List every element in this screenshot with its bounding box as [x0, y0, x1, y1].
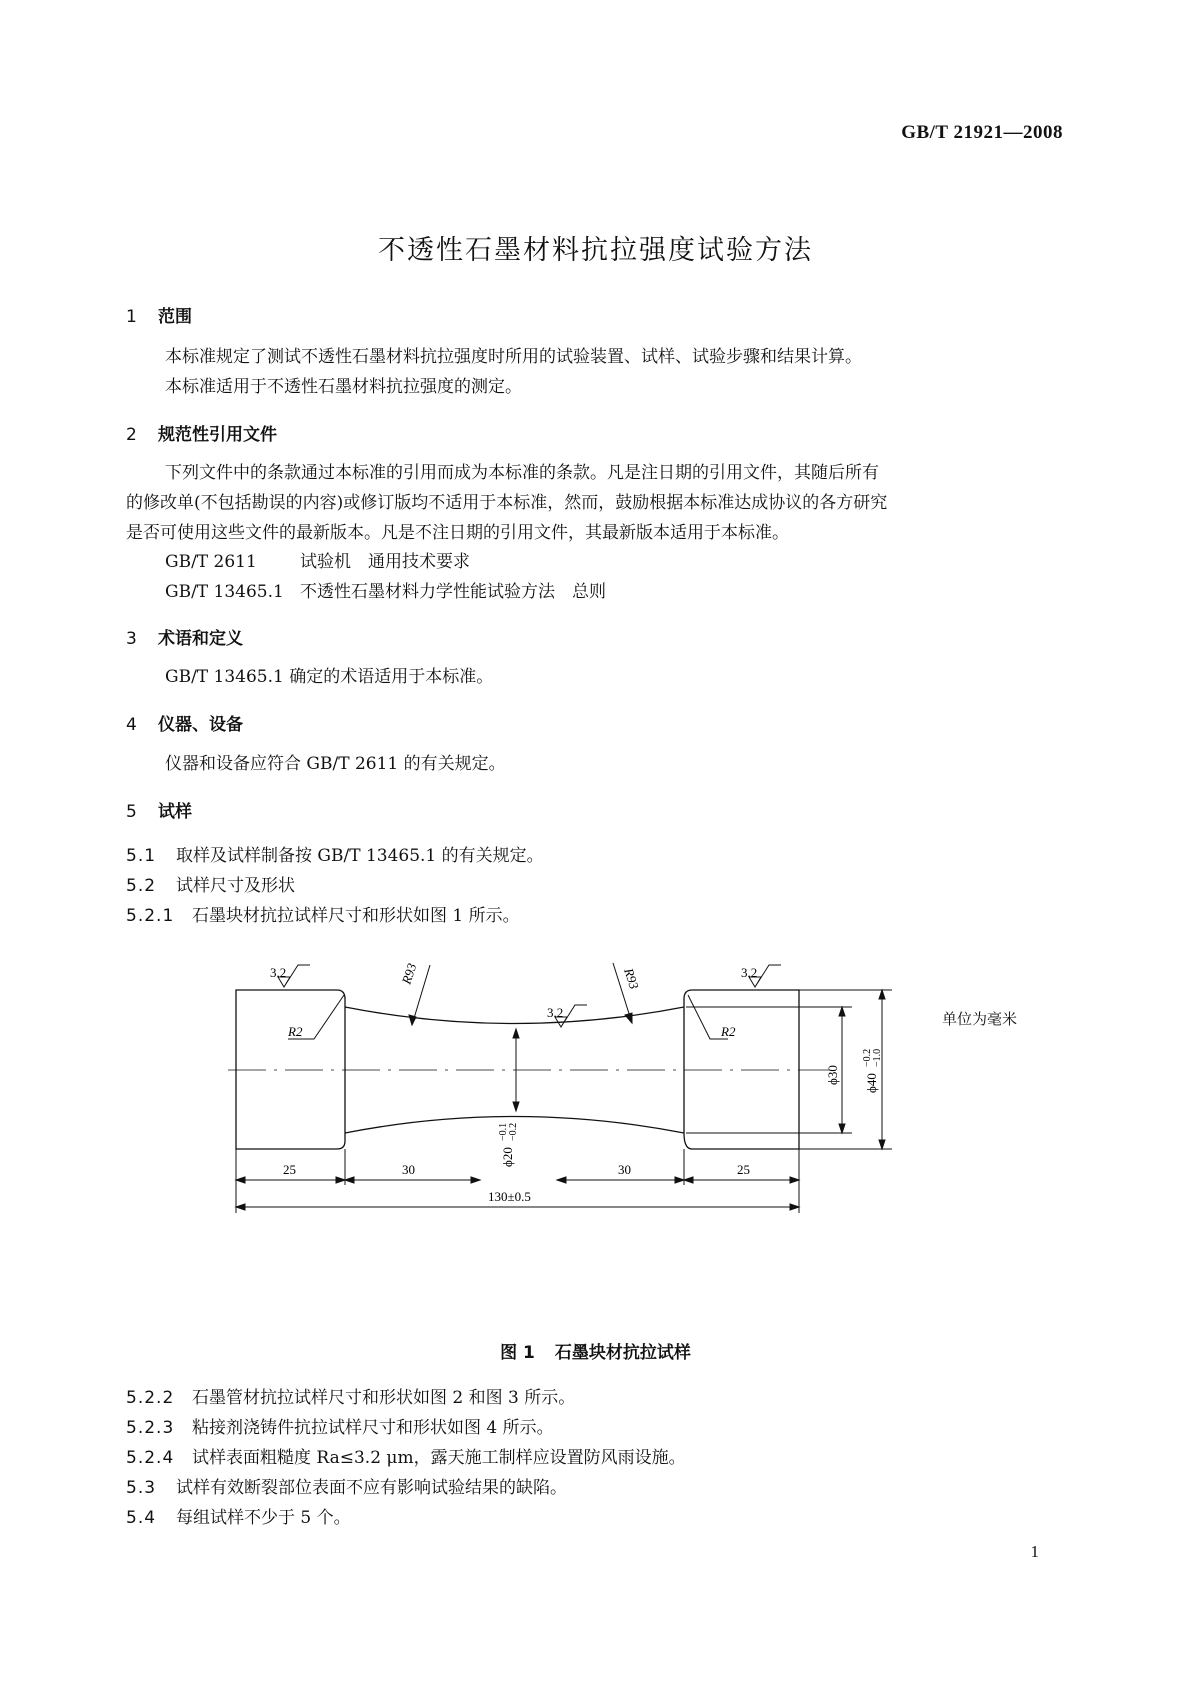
section-title: 仪器、设备	[158, 715, 243, 735]
clause-number: 5.1	[126, 846, 157, 866]
page-title: 不透性石墨材料抗拉强度试验方法	[378, 235, 813, 266]
section-1-heading	[126, 302, 192, 327]
reference-title: 不透性石墨材料力学性能试验方法 总则	[300, 582, 606, 602]
normative-reference	[165, 575, 606, 609]
clause-number: 5.2.3	[126, 1418, 175, 1438]
standard-code: GB/T 21921—2008	[901, 122, 1063, 143]
radius-label: R2	[288, 1024, 303, 1039]
section-4-heading	[126, 710, 243, 735]
section-number: 5	[126, 802, 137, 822]
reference-title: 试验机 通用技术要求	[300, 552, 470, 572]
section-title: 范围	[158, 307, 192, 327]
radius-leader	[288, 995, 728, 1039]
clause-text: 每组试样不少于 5 个。	[176, 1508, 351, 1528]
clause-5-2-1	[126, 901, 520, 926]
figure-title: 石墨块材抗拉试样	[554, 1343, 691, 1363]
clause-5-2-2	[126, 1383, 575, 1408]
length-label: 130±0.5	[488, 1189, 531, 1204]
roughness-label: 3.2	[741, 965, 758, 980]
svg-text:ϕ30: ϕ30	[825, 1065, 840, 1085]
section-1-para-2: 本标准适用于不透性石墨材料抗拉强度的测定。	[165, 377, 522, 397]
clause-5-4	[126, 1503, 351, 1528]
section-2-heading	[126, 420, 277, 445]
svg-text:−0.1: −0.1	[498, 1122, 509, 1141]
clause-number: 5.4	[126, 1508, 157, 1528]
diameter-label	[498, 1123, 519, 1167]
section-4-para: 仪器和设备应符合 GB/T 2611 的有关规定。	[165, 754, 506, 774]
clause-number: 5.2.2	[126, 1388, 175, 1408]
svg-text:−1.0: −1.0	[872, 1048, 883, 1067]
clause-number: 5.3	[126, 1478, 157, 1498]
section-2-para-line: 是否可使用这些文件的最新版本。凡是不注日期的引用文件，其最新版本适用于本标准。	[126, 523, 789, 543]
section-3-heading	[126, 624, 243, 649]
radius-label: R93	[621, 966, 642, 991]
clause-text: 试样有效断裂部位表面不应有影响试验结果的缺陷。	[176, 1478, 567, 1498]
section-number: 4	[126, 715, 137, 735]
clause-text: 石墨块材抗拉试样尺寸和形状如图 1 所示。	[192, 906, 520, 926]
clause-5-1	[126, 841, 544, 866]
figure-label: 图 1	[500, 1343, 535, 1363]
diameter-label	[825, 1065, 840, 1085]
radius-leader	[409, 963, 632, 1025]
clause-number: 5.2.1	[126, 906, 175, 926]
section-1-para-1: 本标准规定了测试不透性石墨材料抗拉强度时所用的试验装置、试样、试验步骤和结果计算。	[165, 347, 862, 367]
section-title: 规范性引用文件	[158, 425, 277, 445]
clause-text: 试样表面粗糙度 Ra≤3.2 μm，露天施工制样应设置防风雨设施。	[192, 1448, 686, 1468]
svg-text:ϕ20: ϕ20	[500, 1147, 515, 1167]
section-3-para: GB/T 13465.1 确定的术语适用于本标准。	[165, 667, 494, 687]
clause-5-2	[126, 871, 295, 896]
length-label: 25	[283, 1162, 296, 1177]
clause-5-3	[126, 1473, 567, 1498]
section-2-para-line: 下列文件中的条款通过本标准的引用而成为本标准的条款。凡是注日期的引用文件，其随后所有	[165, 463, 879, 483]
svg-text:ϕ40: ϕ40	[864, 1073, 879, 1093]
clause-text: 试样尺寸及形状	[176, 876, 295, 896]
section-number: 1	[126, 307, 137, 327]
clause-5-2-3	[126, 1413, 554, 1438]
length-label: 30	[618, 1162, 631, 1177]
radius-label: R93	[398, 961, 420, 986]
section-5-heading	[126, 797, 192, 822]
clause-5-2-4	[126, 1443, 686, 1468]
reference-code: GB/T 2611	[165, 552, 257, 572]
figure-caption	[0, 1338, 1191, 1363]
section-title: 试样	[158, 802, 192, 822]
figure-1-drawing	[220, 955, 920, 1225]
radius-label: R2	[721, 1024, 736, 1039]
page-number: 1	[1030, 1542, 1039, 1561]
diameter-label	[862, 1049, 883, 1093]
unit-note: 单位为毫米	[941, 1010, 1017, 1028]
clause-number: 5.2	[126, 876, 157, 896]
normative-reference	[165, 545, 470, 579]
clause-text: 粘接剂浇铸件抗拉试样尺寸和形状如图 4 所示。	[192, 1418, 554, 1438]
svg-text:−0.2: −0.2	[508, 1122, 519, 1141]
clause-number: 5.2.4	[126, 1448, 175, 1468]
section-title: 术语和定义	[158, 629, 243, 649]
section-2-para-line: 的修改单(不包括勘误的内容)或修订版均不适用于本标准，然而，鼓励根据本标准达成协议的各方研究	[126, 493, 888, 513]
clause-text: 取样及试样制备按 GB/T 13465.1 的有关规定。	[176, 846, 544, 866]
section-number: 3	[126, 629, 137, 649]
svg-text:−0.2: −0.2	[862, 1048, 873, 1067]
roughness-label: 3.2	[547, 1005, 564, 1020]
roughness-label: 3.2	[270, 965, 287, 980]
diameter-dimension	[799, 990, 892, 1149]
section-number: 2	[126, 425, 137, 445]
clause-text: 石墨管材抗拉试样尺寸和形状如图 2 和图 3 所示。	[192, 1388, 576, 1408]
length-label: 25	[737, 1162, 750, 1177]
length-label: 30	[402, 1162, 415, 1177]
reference-code: GB/T 13465.1	[165, 582, 284, 602]
